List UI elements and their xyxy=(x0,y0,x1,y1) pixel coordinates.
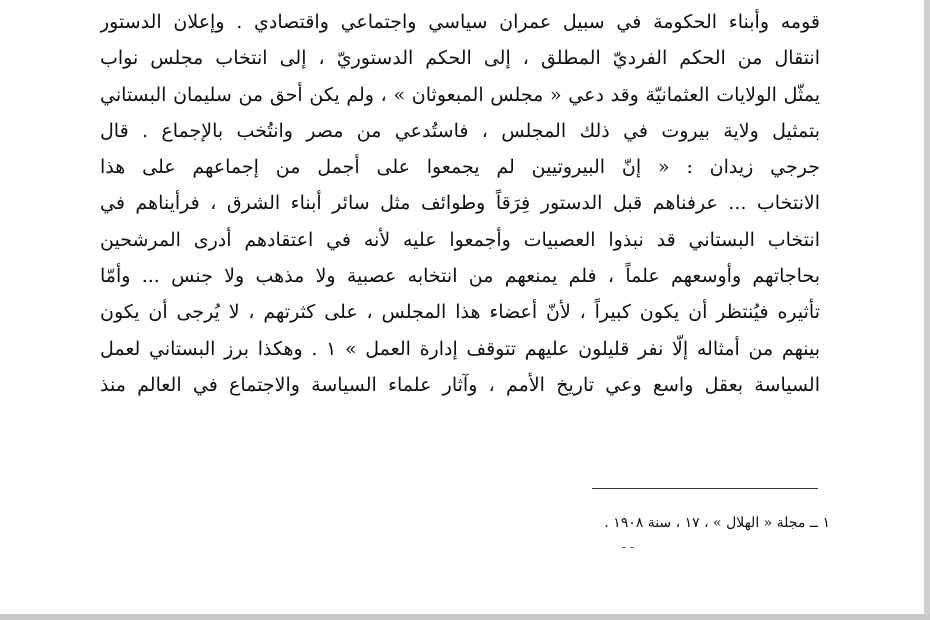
text-line: جرجي زيدان : « إنّ البيروتيين لم يجمعوا على أجمل من إجماعهم على هذا xyxy=(100,156,820,179)
scan-edge-bottom xyxy=(0,614,930,620)
body-text xyxy=(100,0,820,403)
footnote: ١ ــ مجلة « الهلال » ، ١٧ ، سنة ١٩٠٨ . xyxy=(604,515,830,531)
text-line: الانتخاب ... عرفناهم قبل الدستور فِرَقاً وطوائف مثل سائر أبناء الشرق ، فرأيناهم في xyxy=(100,192,820,215)
text-line: يمثّل الولايات العثمانيّة وقد دعي « مجلس المبعوثان » ، ولم يكن أحق من سليمان البستاني xyxy=(100,83,820,106)
text-line: السياسة بعقل واسع وعي تاريخ الأمم ، وآثار علماء السياسة والاجتماع في العالم منذ xyxy=(100,373,820,396)
footnote-mark: - - xyxy=(622,540,634,554)
footnote-divider xyxy=(592,488,818,489)
text-line: بحاجاتهم وأوسعهم علماً ، فلم يمنعهم من انتخابه عصبية ولا مذهب ولا جنس ... وأمّا xyxy=(100,265,820,288)
text-line: بينهم من أمثاله إلّا نفر قليلون عليهم تتوقف إدارة العمل » ١ . وهكذا برز البستاني لعمل xyxy=(100,337,820,360)
text-line: قومه وأبناء الحكومة في سبيل عمران سياسي واجتماعي واقتصادي . وإعلان الدستور xyxy=(100,11,820,33)
scan-edge-right xyxy=(924,0,930,620)
text-line: انتقال من الحكم الفرديّ المطلق ، إلى الحكم الدستوريّ ، إلى انتخاب مجلس نواب xyxy=(100,47,820,70)
text-line: تأثيره فيُنتظر أن يكون كبيراً ، لأنّ أعضاء هذا المجلس ، على كثرتهم ، لا يُرجى أن يكون xyxy=(100,301,820,324)
text-line: انتخاب البستاني قد نبذوا العصبيات وأجمعوا عليه لأنه في اعتقادهم أدرى المرشحين xyxy=(100,228,820,251)
text-line: بتمثيل ولاية بيروت في ذلك المجلس ، فاستُدعي من مصر وانتُخب بالإجماع . قال xyxy=(100,119,820,142)
